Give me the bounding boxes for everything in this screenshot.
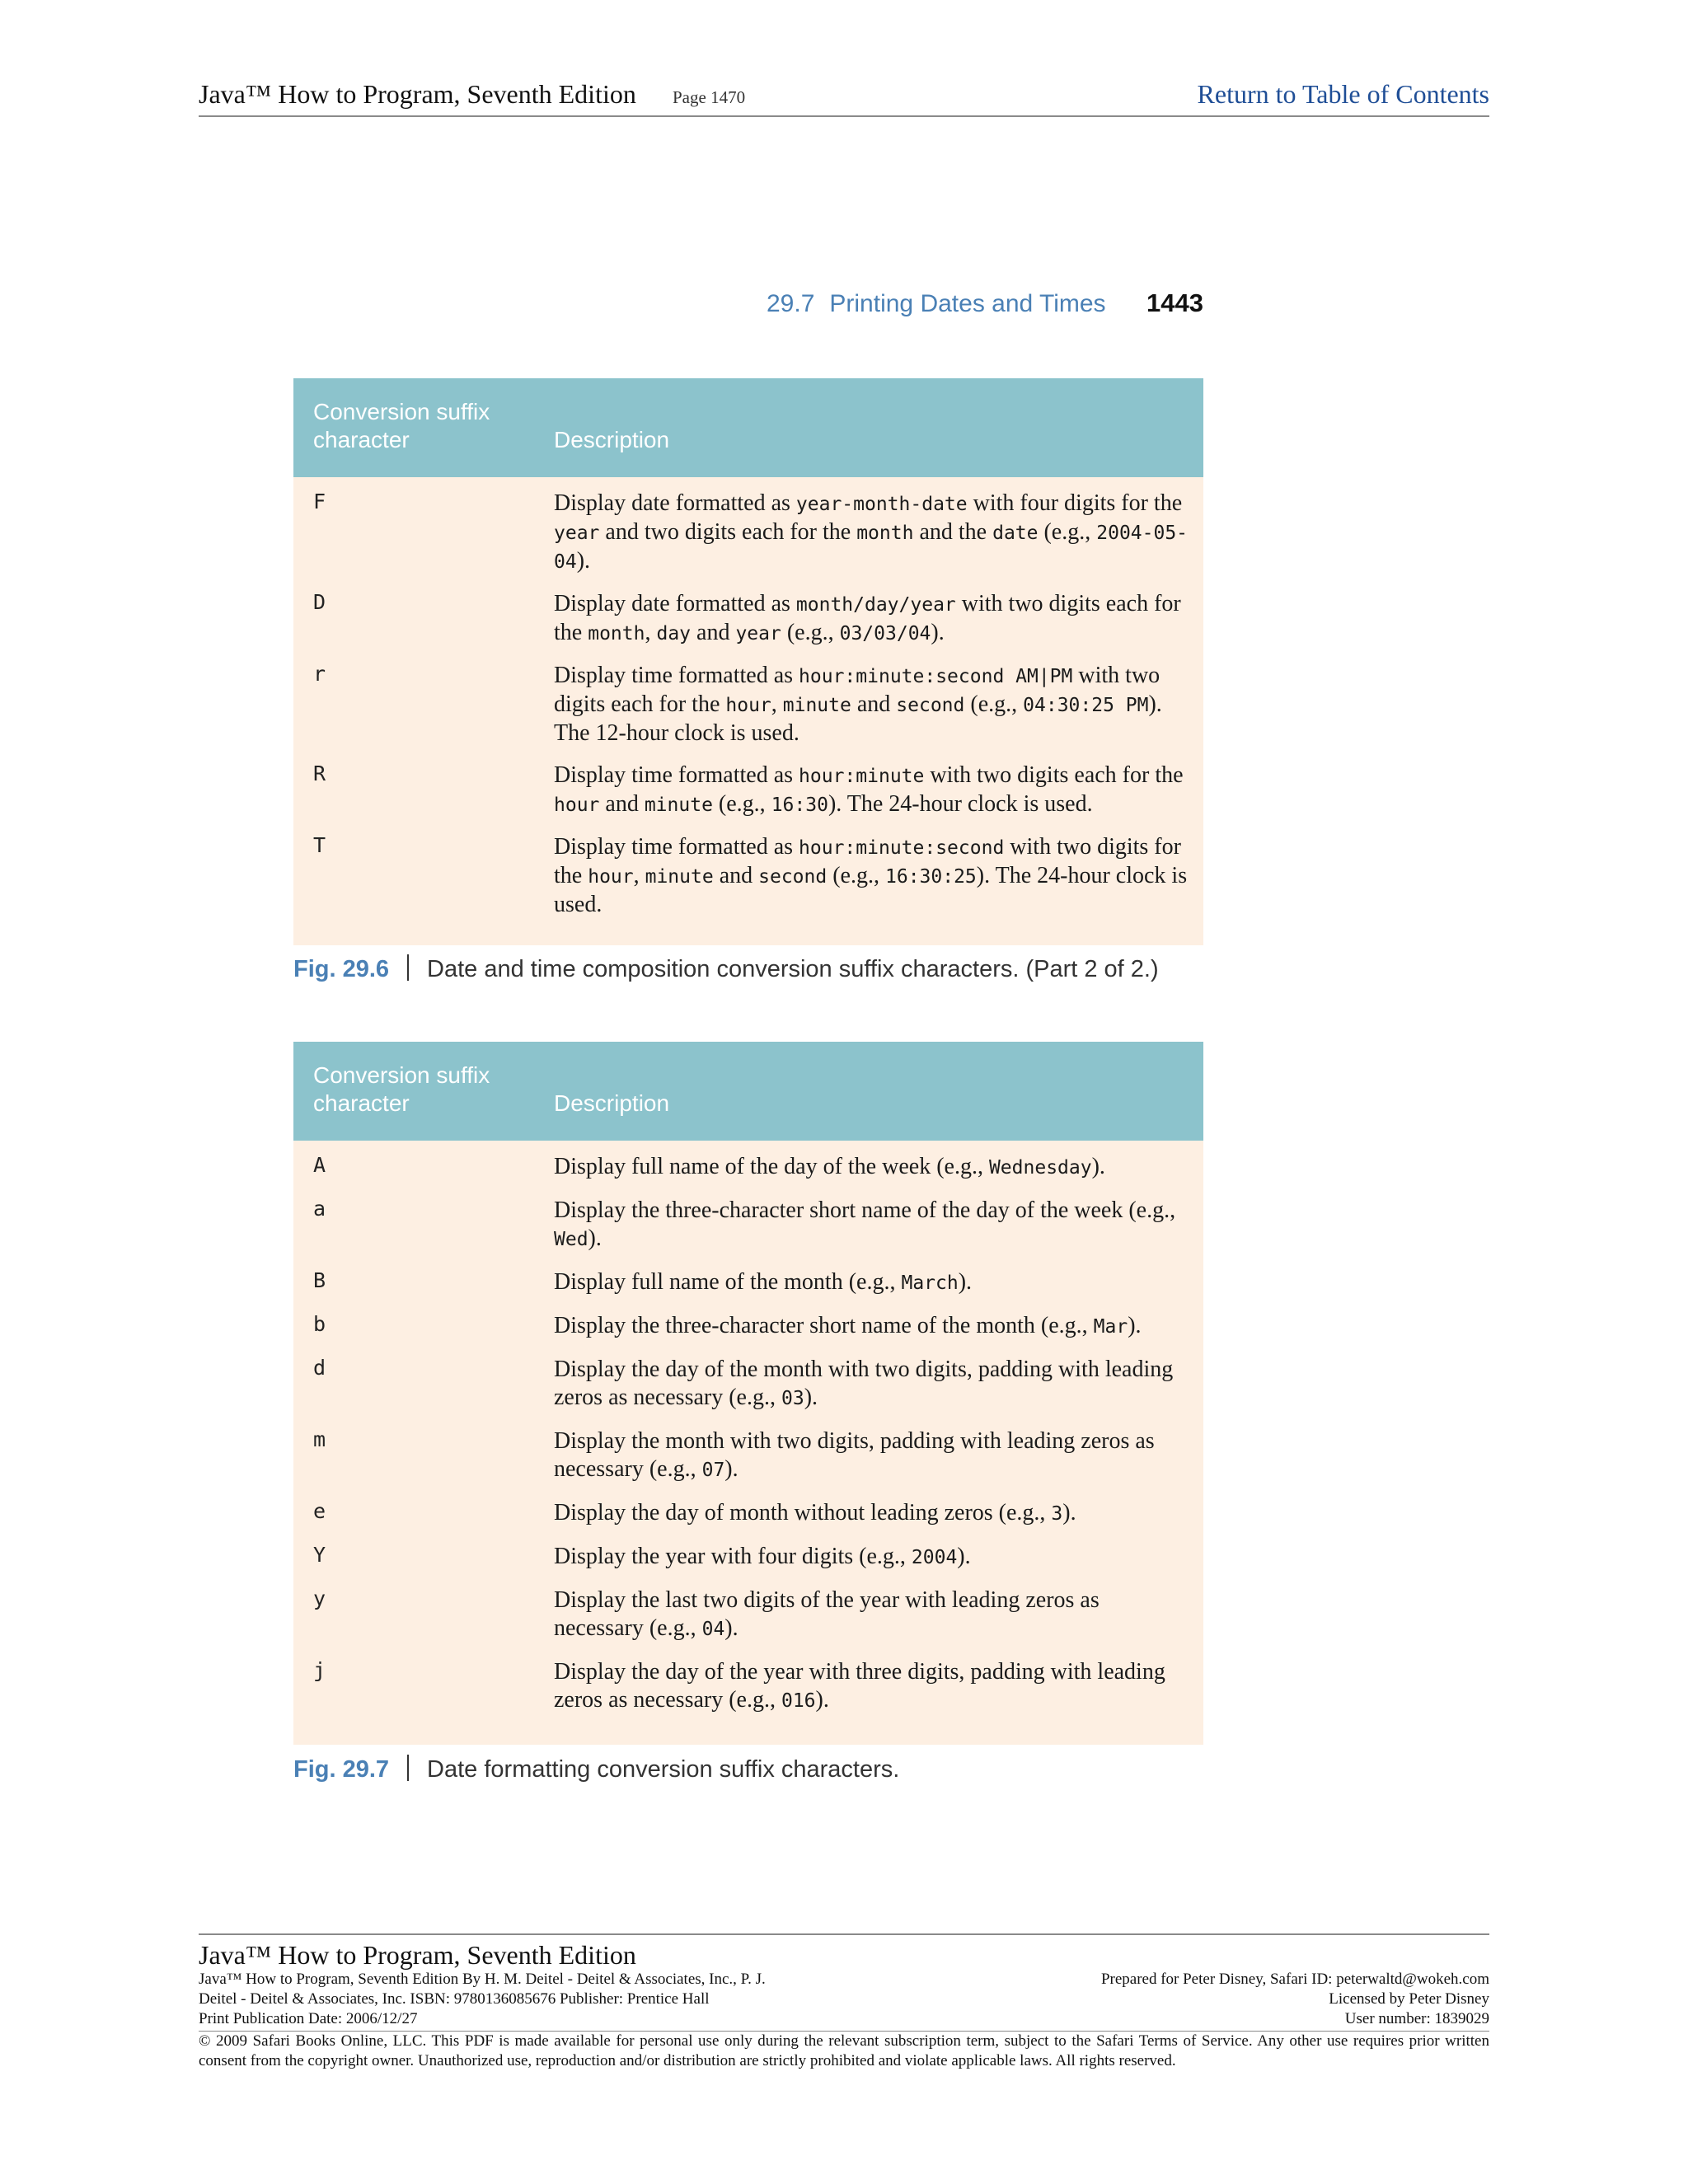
- conversion-table-fig-29-6: [293, 378, 1203, 945]
- code-text: 04: [701, 1619, 725, 1640]
- header-suffix-character: Conversion suffix character: [313, 399, 490, 452]
- description-text: Display the day of the year with three digits, padding with leading zeros as necessary (e.g.,: [554, 1659, 1165, 1713]
- description-text: Display time formatted as: [554, 663, 799, 688]
- description-text: ,: [771, 691, 783, 717]
- copyright-notice: © 2009 Safari Books Online, LLC. This PDF is made available for personal use only during the relevant subscription term, subject to the Safari Terms of Service. Any other use requires prior written consent from the copyright owner. Unauthorized use, reproduction and/or distribution are strictly prohibited and violate applicable laws. All rights reserved.: [199, 2032, 1489, 2069]
- description-text: (e.g.,: [1038, 519, 1097, 545]
- suffix-description: [554, 1543, 1189, 1572]
- figure-caption-29-6: [293, 954, 1159, 983]
- suffix-description: [554, 833, 1189, 919]
- page-header: [199, 74, 1489, 117]
- code-text: month/day/year: [795, 594, 956, 616]
- description-text: Display the day of month without leading zeros (e.g.,: [554, 1500, 1052, 1526]
- suffix-character: T: [313, 833, 326, 857]
- description-text: (e.g.,: [781, 620, 840, 645]
- suffix-description: [554, 1427, 1189, 1484]
- description-text: Display date formatted as: [554, 490, 796, 516]
- code-text: 3: [1051, 1503, 1063, 1525]
- suffix-character: r: [313, 662, 326, 686]
- table-header: [293, 1042, 1203, 1141]
- table-header: [293, 378, 1203, 477]
- code-text: 016: [781, 1690, 816, 1712]
- description-text: and: [713, 863, 759, 888]
- code-text: minute: [644, 794, 713, 816]
- code-text: minute: [782, 695, 851, 716]
- code-text: 2004-05-04: [554, 523, 1189, 573]
- description-text: ). The 24-hour clock is used.: [554, 863, 1188, 917]
- description-text: ).: [1062, 1500, 1076, 1526]
- caption-text: Date formatting conversion suffix characters.: [427, 1756, 900, 1783]
- description-text: with two digits each for the: [554, 591, 1181, 645]
- description-text: Display the month with two digits, padding with leading zeros as necessary (e.g.,: [554, 1428, 1155, 1482]
- description-text: Display the year with four digits (e.g.,: [554, 1544, 912, 1569]
- caption-divider: [407, 954, 409, 981]
- description-text: Display the day of the month with two digits, padding with leading zeros as necessary (e.g.,: [554, 1357, 1174, 1410]
- code-text: month: [588, 623, 645, 644]
- figure-caption-29-7: [293, 1755, 899, 1783]
- license-info: [912, 1970, 1489, 2029]
- page-footer: [199, 1933, 1489, 2071]
- suffix-character: m: [313, 1427, 326, 1451]
- code-text: second: [896, 695, 965, 716]
- description-text: with two digits for the: [554, 834, 1181, 888]
- description-text: and the: [913, 519, 993, 545]
- code-text: year: [554, 523, 600, 544]
- suffix-description: [554, 1197, 1189, 1254]
- description-text: and: [599, 791, 645, 817]
- description-text: Display the three-character short name of the month (e.g.,: [554, 1313, 1094, 1338]
- code-text: Wed: [554, 1229, 588, 1250]
- prepared-for: Prepared for Peter Disney, Safari ID: peterwaltd@wokeh.com: [1100, 1971, 1489, 1988]
- code-text: 16:30: [771, 794, 828, 816]
- suffix-character: j: [313, 1658, 326, 1682]
- publication-line: Java™ How to Program, Seventh Edition By H. M. Deitel - Deitel & Associates, Inc., P. J.: [199, 1971, 766, 1988]
- suffix-character: y: [313, 1586, 326, 1610]
- suffix-character: b: [313, 1312, 326, 1336]
- code-text: hour: [588, 866, 634, 888]
- description-text: ).: [1091, 1154, 1105, 1179]
- suffix-description: [554, 1658, 1189, 1715]
- description-text: (e.g.,: [827, 863, 885, 888]
- suffix-character: e: [313, 1499, 326, 1523]
- description-text: ).: [724, 1615, 738, 1641]
- code-text: 2004: [911, 1547, 958, 1568]
- publication-info: [199, 1970, 940, 2029]
- caption-divider: [407, 1755, 409, 1781]
- code-text: hour:minute:second: [799, 837, 1005, 859]
- description-text: with four digits for the: [967, 490, 1183, 516]
- toc-link[interactable]: Return to Table of Contents: [1197, 79, 1489, 109]
- description-text: ,: [645, 620, 657, 645]
- description-text: Display full name of the day of the week (e.g.,: [554, 1154, 989, 1179]
- caption-text: Date and time composition conversion suffix characters. (Part 2 of 2.): [427, 956, 1159, 982]
- suffix-character: A: [313, 1153, 326, 1177]
- suffix-description: [554, 1268, 1189, 1297]
- suffix-description: [554, 1499, 1189, 1528]
- code-text: Mar: [1093, 1316, 1128, 1338]
- description-text: ).: [958, 1269, 973, 1295]
- figure-number: Fig. 29.7: [293, 1756, 390, 1783]
- suffix-character: F: [313, 490, 326, 513]
- description-text: with two digits each for the: [924, 762, 1184, 788]
- code-text: year: [735, 623, 781, 644]
- description-text: ).: [576, 548, 591, 574]
- suffix-description: [554, 590, 1189, 648]
- page-label: Page 1470: [673, 87, 746, 107]
- code-text: minute: [645, 866, 714, 888]
- description-text: Display the three-character short name of the day of the week (e.g.,: [554, 1197, 1176, 1223]
- licensed-by: Licensed by Peter Disney: [1329, 1990, 1489, 2008]
- suffix-description: [554, 1153, 1189, 1182]
- code-text: hour: [554, 794, 600, 816]
- description-text: with two digits each for the: [554, 663, 1160, 717]
- section-title: Printing Dates and Times: [829, 290, 1106, 317]
- suffix-description: [554, 1356, 1189, 1413]
- description-text: and: [851, 691, 897, 717]
- code-text: hour:minute:second AM|PM: [799, 666, 1073, 687]
- footer-rule: [199, 1933, 1489, 1935]
- description-text: ).: [931, 620, 945, 645]
- description-text: ).: [1128, 1313, 1142, 1338]
- code-text: month: [856, 523, 914, 544]
- section-heading: [767, 290, 1106, 318]
- conversion-table-fig-29-7: [293, 1042, 1203, 1745]
- code-text: 03: [781, 1388, 804, 1409]
- footer-book-title: Java™ How to Program, Seventh Edition: [199, 1940, 636, 1970]
- suffix-character: B: [313, 1268, 326, 1292]
- suffix-description: [554, 1586, 1189, 1643]
- code-text: day: [656, 623, 692, 644]
- description-text: (e.g.,: [964, 691, 1024, 717]
- description-text: and two digits each for the: [599, 519, 857, 545]
- description-text: Display time formatted as: [554, 762, 799, 788]
- description-text: Display the last two digits of the year with leading zeros as necessary (e.g.,: [554, 1587, 1100, 1641]
- book-title: Java™ How to Program, Seventh Edition: [199, 79, 636, 109]
- code-text: March: [901, 1272, 959, 1294]
- header-description: Description: [554, 1090, 670, 1116]
- code-text: 04:30:25 PM: [1023, 695, 1149, 716]
- user-number: User number: 1839029: [1344, 2010, 1489, 2027]
- description-text: ,: [633, 863, 645, 888]
- description-text: Display date formatted as: [554, 591, 796, 616]
- description-text: ).: [815, 1687, 829, 1713]
- code-text: Wednesday: [988, 1157, 1092, 1179]
- description-text: (e.g.,: [712, 791, 771, 817]
- code-text: 07: [701, 1460, 725, 1481]
- description-text: ).: [588, 1226, 602, 1251]
- suffix-character: a: [313, 1197, 326, 1221]
- code-text: 03/03/04: [839, 623, 931, 644]
- suffix-character: R: [313, 762, 326, 785]
- description-text: ). The 12-hour clock is used.: [554, 691, 1162, 746]
- suffix-character: D: [313, 590, 326, 614]
- suffix-description: [554, 762, 1189, 819]
- suffix-character: d: [313, 1356, 326, 1380]
- code-text: year-month-date: [795, 494, 968, 515]
- header-suffix-character: Conversion suffix character: [313, 1062, 490, 1116]
- suffix-description: [554, 490, 1189, 576]
- code-text: date: [992, 523, 1039, 544]
- description-text: Display time formatted as: [554, 834, 799, 860]
- description-text: ).: [724, 1456, 738, 1482]
- suffix-description: [554, 1312, 1189, 1341]
- description-text: ). The 24-hour clock is used.: [828, 791, 1093, 817]
- publication-line: Deitel - Deitel & Associates, Inc. ISBN: 9780136085676 Publisher: Prentice Hall: [199, 1990, 710, 2008]
- book-page-number: 1443: [1146, 288, 1203, 317]
- section-number: 29.7: [767, 290, 815, 317]
- description-text: ).: [957, 1544, 971, 1569]
- code-text: hour:minute: [799, 766, 925, 787]
- suffix-character: Y: [313, 1543, 326, 1567]
- suffix-description: [554, 662, 1189, 748]
- description-text: ).: [804, 1385, 818, 1410]
- description-text: Display full name of the month (e.g.,: [554, 1269, 902, 1295]
- code-text: hour: [725, 695, 771, 716]
- description-text: and: [691, 620, 736, 645]
- code-text: second: [758, 866, 828, 888]
- header-description: Description: [554, 427, 670, 452]
- footer-details: [199, 1970, 1489, 2029]
- figure-number: Fig. 29.6: [293, 956, 390, 982]
- code-text: 16:30:25: [885, 866, 977, 888]
- publication-date: Print Publication Date: 2006/12/27: [199, 2010, 418, 2027]
- running-head: [767, 288, 1203, 321]
